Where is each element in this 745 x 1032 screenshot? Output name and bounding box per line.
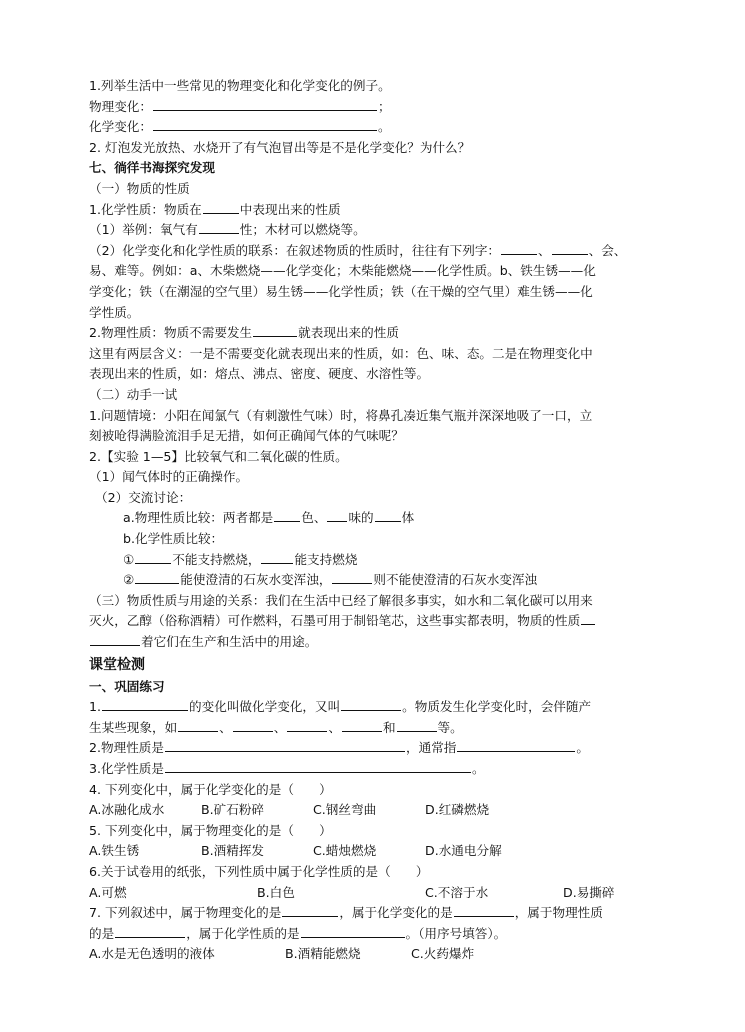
options-row — [89, 841, 661, 862]
option-b: B.矿石粉碎 — [201, 802, 265, 818]
text: （一）物质的性质 — [89, 180, 190, 196]
text: 1. — [89, 699, 102, 715]
text-line — [89, 467, 661, 488]
blank — [501, 242, 537, 255]
text-line — [89, 241, 661, 262]
text-line — [89, 179, 661, 200]
text: 能使澄清的石灰水变浑浊， — [180, 572, 332, 588]
text-line — [89, 282, 661, 303]
text-line — [89, 591, 661, 612]
text: 学变化；铁（在潮湿的空气里）易生锈——化学性质；铁（在干燥的空气里）难生锈——化 — [89, 283, 593, 299]
text-line — [89, 117, 661, 138]
text: ，属于化学性质的是 — [186, 925, 300, 941]
text-line — [89, 76, 661, 97]
text-line — [89, 570, 661, 591]
blank — [90, 633, 140, 646]
text: 4. 下列变化中，属于化学变化的是（ ） — [89, 781, 332, 797]
text: 物理变化： — [89, 98, 152, 114]
blank — [342, 719, 382, 732]
blank — [165, 739, 405, 752]
text: 的变化叫做化学变化，又叫 — [189, 699, 341, 715]
text: 、 — [538, 242, 551, 258]
option-d: D.水通电分解 — [425, 843, 502, 859]
blank — [341, 698, 401, 711]
option-c: C.蜡烛燃烧 — [313, 843, 377, 859]
text: 性；木材可以燃烧等。 — [239, 222, 366, 238]
document-page — [89, 76, 661, 965]
text-line — [89, 426, 661, 447]
text: 、 — [273, 719, 287, 735]
blank — [135, 551, 171, 564]
blank — [199, 221, 239, 234]
text: 、 — [219, 719, 232, 735]
text-line — [89, 200, 661, 221]
blank — [153, 118, 377, 131]
blank — [332, 571, 372, 584]
text: 这里有两层含义：一是不需要变化就表现出来的性质，如：色、味、态。二是在物理变化中 — [89, 345, 593, 361]
option-a: A.水是无色透明的液体 — [89, 946, 215, 962]
option-a: A.冰融化成水 — [89, 802, 165, 818]
text-line — [89, 862, 661, 883]
text: 1.列举生活中一些常见的物理变化和化学变化的例子。 — [89, 78, 391, 93]
text: 一、巩固练习 — [89, 678, 165, 694]
blank — [253, 324, 297, 337]
text: 刻被呛得满脸流泪手足无措，如何正确闻气体的气味呢？ — [89, 428, 404, 444]
blank — [397, 719, 437, 732]
options-row — [89, 800, 661, 821]
option-c: C.钢丝弯曲 — [313, 802, 377, 818]
text: 。（用序号填答）。 — [405, 925, 507, 941]
text: （1）举例：氧气有 — [89, 222, 198, 238]
option-d: D.易撕碎 — [563, 884, 615, 900]
text: 七、徜徉书海探究发现 — [89, 160, 215, 176]
text: 易、难等。例如：a、木柴燃烧——化学变化；木柴能燃烧——化学性质。b、铁生锈——化 — [89, 263, 596, 279]
text: ① — [123, 551, 135, 567]
text: （2）交流讨论： — [95, 489, 192, 505]
blank — [261, 551, 293, 564]
text: 7. 下列叙述中，属于物理变化的是 — [89, 905, 282, 921]
text: 2.物理性质：物质不需要发生 — [89, 325, 253, 341]
blank — [203, 201, 239, 214]
text-line — [89, 738, 661, 759]
blank — [274, 509, 300, 522]
text-line — [89, 488, 661, 509]
text: 能支持燃烧 — [294, 551, 358, 567]
blank — [178, 719, 218, 732]
text-line — [89, 529, 661, 550]
text: （二）动手一试 — [89, 386, 178, 402]
text-line — [89, 508, 661, 529]
blank — [102, 698, 188, 711]
blank — [375, 509, 401, 522]
text: 课堂检测 — [89, 656, 145, 673]
text: 生某些现象，如 — [89, 719, 178, 735]
text: 、 — [328, 719, 341, 735]
option-b: B.酒精挥发 — [201, 843, 265, 859]
text: 2.【实验 1—5】比较氧气和二氧化碳的性质。 — [89, 448, 348, 464]
blank — [301, 925, 405, 938]
option-a: A.可燃 — [89, 884, 127, 900]
text: 6.关于试卷用的纸张，下列性质中属于化学性质的是（ ） — [89, 863, 429, 879]
blank — [454, 904, 514, 917]
text: 着它们在生产和生活中的用途。 — [141, 634, 318, 650]
text: 、会、 — [588, 242, 627, 258]
blank — [135, 571, 179, 584]
blank — [115, 925, 185, 938]
text-line — [89, 759, 661, 780]
text: 体 — [401, 510, 415, 526]
text: ； — [377, 98, 391, 114]
text: 1.化学性质：物质在 — [89, 201, 202, 217]
text: 和 — [382, 719, 396, 735]
text: 。 — [377, 119, 391, 135]
text: 2. 灯泡发光放热、水烧开了有气泡冒出等是不是化学变化？为什么？ — [89, 139, 471, 155]
text: （2）化学变化和化学性质的联系：在叙述物质的性质时，往往有下列字： — [89, 242, 501, 258]
text: a.物理性质比较：两者都是 — [123, 510, 274, 526]
text-line — [89, 303, 661, 324]
text: 。物质发生化学变化时，会伴随产 — [402, 699, 592, 715]
text: b.化学性质比较： — [123, 531, 224, 547]
text: （1）闻气体时的正确操作。 — [89, 469, 249, 485]
text-line — [89, 447, 661, 468]
text-line — [89, 924, 661, 945]
option-d: D.红磷燃烧 — [425, 802, 490, 818]
text-line — [89, 138, 661, 159]
text: 。 — [576, 740, 589, 756]
text-line — [89, 550, 661, 571]
blank — [282, 904, 338, 917]
blank — [287, 719, 327, 732]
text: 则不能使澄清的石灰水变浑浊 — [373, 572, 538, 588]
text: 等。 — [437, 719, 463, 735]
option-b: B.白色 — [257, 884, 295, 900]
text: 2.物理性质是 — [89, 740, 164, 756]
blank — [327, 509, 347, 522]
text-line — [89, 903, 661, 924]
text-line — [89, 611, 661, 632]
text-line — [89, 323, 661, 344]
text: 1.问题情境：小阳在闻氯气（有刺激性气味）时，将鼻孔凑近集气瓶并深深地吸了一口，立 — [89, 407, 593, 423]
text-line — [89, 344, 661, 365]
options-row — [89, 883, 661, 904]
blank — [165, 760, 471, 773]
text: ② — [123, 572, 135, 588]
text: 化学变化： — [89, 119, 152, 135]
section-title — [89, 653, 661, 677]
options-row — [89, 944, 661, 965]
text-line — [89, 821, 661, 842]
text: 学性质。 — [89, 304, 140, 320]
text-line — [89, 780, 661, 801]
text: 中表现出来的性质 — [239, 201, 341, 217]
blank — [153, 98, 377, 111]
text: 味的 — [348, 510, 374, 526]
text: 就表现出来的性质 — [298, 325, 399, 341]
text: 不能支持燃烧， — [172, 551, 261, 567]
text-line — [89, 364, 661, 385]
text-line — [89, 220, 661, 241]
option-b: B.酒精能燃烧 — [285, 946, 361, 962]
text: （三）物质性质与用途的关系：我们在生活中已经了解很多事实，如水和二氧化碳可以用来 — [89, 592, 593, 608]
text-line — [89, 632, 661, 653]
text: 表现出来的性质，如：熔点、沸点、密度、硬度、水溶性等。 — [89, 366, 430, 382]
text-line — [89, 718, 661, 739]
text: 3.化学性质是 — [89, 761, 164, 776]
section-heading — [89, 158, 661, 179]
blank — [457, 739, 575, 752]
option-a: A.铁生锈 — [89, 843, 140, 859]
text-line — [89, 406, 661, 427]
blank — [552, 242, 588, 255]
text: 灭火，乙醇（俗称酒精）可作燃料，石墨可用于制铅笔芯，这些事实都表明，物质的性质 — [89, 613, 581, 629]
text-line — [89, 385, 661, 406]
text-line — [89, 97, 661, 118]
option-c: C.不溶于水 — [425, 884, 489, 900]
text: 。 — [472, 761, 485, 776]
option-c: C.火药爆炸 — [411, 946, 475, 962]
text: ，属于物理性质 — [514, 905, 603, 921]
text: 5. 下列变化中，属于物理变化的是（ ） — [89, 822, 332, 838]
text-line — [89, 697, 661, 718]
blank — [233, 719, 273, 732]
text: 的是 — [89, 925, 115, 941]
text: ，属于化学变化的是 — [339, 905, 453, 921]
section-heading — [89, 677, 661, 698]
text: ，通常指 — [406, 740, 457, 756]
blank — [581, 612, 595, 625]
text-line — [89, 261, 661, 282]
text: 色、 — [301, 510, 327, 526]
